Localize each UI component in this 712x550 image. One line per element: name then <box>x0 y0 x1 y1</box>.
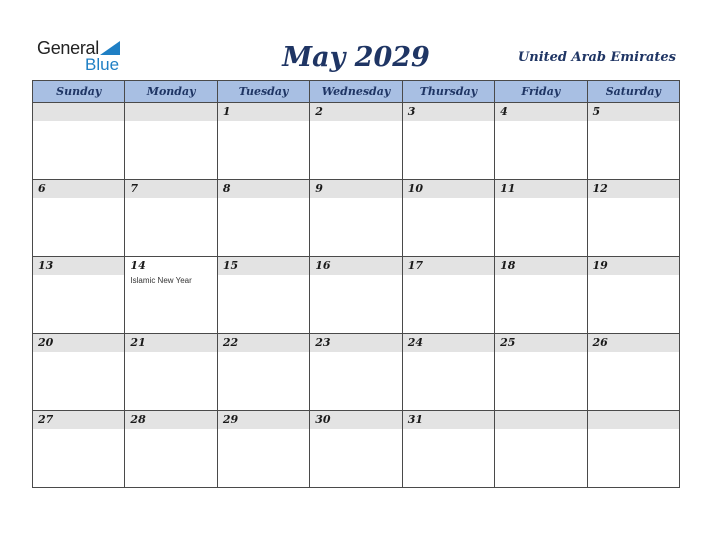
weekday-header: Friday <box>495 81 587 103</box>
day-cell <box>33 257 125 334</box>
day-cell <box>587 411 679 488</box>
day-number: 19 <box>592 259 608 272</box>
day-cell <box>495 257 587 334</box>
week-row <box>33 411 680 488</box>
day-number: 24 <box>407 336 423 349</box>
day-cell <box>310 411 402 488</box>
day-number: 15 <box>222 259 239 272</box>
day-cell <box>217 180 309 257</box>
day-number: 16 <box>315 259 331 272</box>
calendar-grid <box>32 80 680 488</box>
day-cell <box>402 180 494 257</box>
country-name: United Arab Emirates <box>517 50 676 65</box>
day-number: 23 <box>315 336 331 349</box>
calendar-title: May 2029 <box>282 42 430 73</box>
day-number: 6 <box>38 182 46 195</box>
day-cell <box>495 334 587 411</box>
day-cell <box>495 411 587 488</box>
day-number: 21 <box>130 336 146 349</box>
day-cell <box>310 180 402 257</box>
day-cell <box>587 103 679 180</box>
day-number: 8 <box>222 182 231 195</box>
day-number: 17 <box>407 259 423 272</box>
day-number: 11 <box>500 182 516 195</box>
day-cell <box>587 257 679 334</box>
day-cell <box>495 103 587 180</box>
day-number: 26 <box>592 336 608 349</box>
day-cell <box>402 257 494 334</box>
day-cell <box>310 334 402 411</box>
day-number: 27 <box>38 413 54 426</box>
day-number: 25 <box>500 336 516 349</box>
day-number: 10 <box>407 182 423 195</box>
day-cell <box>217 103 309 180</box>
day-cell <box>402 103 494 180</box>
day-cell <box>217 334 309 411</box>
day-cell <box>402 334 494 411</box>
day-cell <box>310 103 402 180</box>
day-number: 14 <box>130 259 146 272</box>
day-cell <box>125 103 217 180</box>
day-cell <box>495 180 587 257</box>
day-cell <box>33 103 125 180</box>
day-cell <box>125 334 217 411</box>
weekday-header: Monday <box>125 81 217 103</box>
day-number: 20 <box>38 336 54 349</box>
week-row <box>33 257 680 334</box>
day-number: 4 <box>500 105 508 118</box>
logo-text-blue: Blue <box>85 55 120 74</box>
day-cell <box>310 257 402 334</box>
day-cell <box>217 257 309 334</box>
day-number: 30 <box>315 413 331 426</box>
week-row <box>33 180 680 257</box>
day-cell <box>125 411 217 488</box>
day-cell <box>217 411 309 488</box>
day-number: 5 <box>592 105 601 118</box>
day-number: 2 <box>315 105 323 118</box>
holiday-label: Islamic New Year <box>130 276 192 285</box>
week-row <box>33 334 680 411</box>
day-cell <box>33 411 125 488</box>
day-number: 18 <box>500 259 516 272</box>
week-row <box>33 103 680 180</box>
logo-text-general: General <box>37 38 99 58</box>
day-cell <box>402 411 494 488</box>
day-number: 9 <box>315 182 323 195</box>
weekday-header: Saturday <box>587 81 679 103</box>
day-number: 22 <box>222 336 239 349</box>
day-number: 13 <box>38 259 54 272</box>
day-cell <box>587 334 679 411</box>
day-number: 12 <box>592 182 608 195</box>
day-number: 3 <box>407 105 416 118</box>
day-number: 7 <box>130 182 139 195</box>
weekday-header: Wednesday <box>310 81 402 103</box>
day-cell <box>125 257 217 334</box>
weekday-header: Thursday <box>402 81 494 103</box>
day-cell <box>587 180 679 257</box>
day-number: 28 <box>130 413 146 426</box>
day-number: 1 <box>222 105 231 118</box>
day-cell <box>125 180 217 257</box>
day-number: 29 <box>222 413 239 426</box>
day-number: 31 <box>407 413 423 426</box>
weekday-header: Tuesday <box>217 81 309 103</box>
weekday-header: Sunday <box>33 81 125 103</box>
day-cell <box>33 180 125 257</box>
weekday-header-row <box>33 81 680 103</box>
day-cell <box>33 334 125 411</box>
